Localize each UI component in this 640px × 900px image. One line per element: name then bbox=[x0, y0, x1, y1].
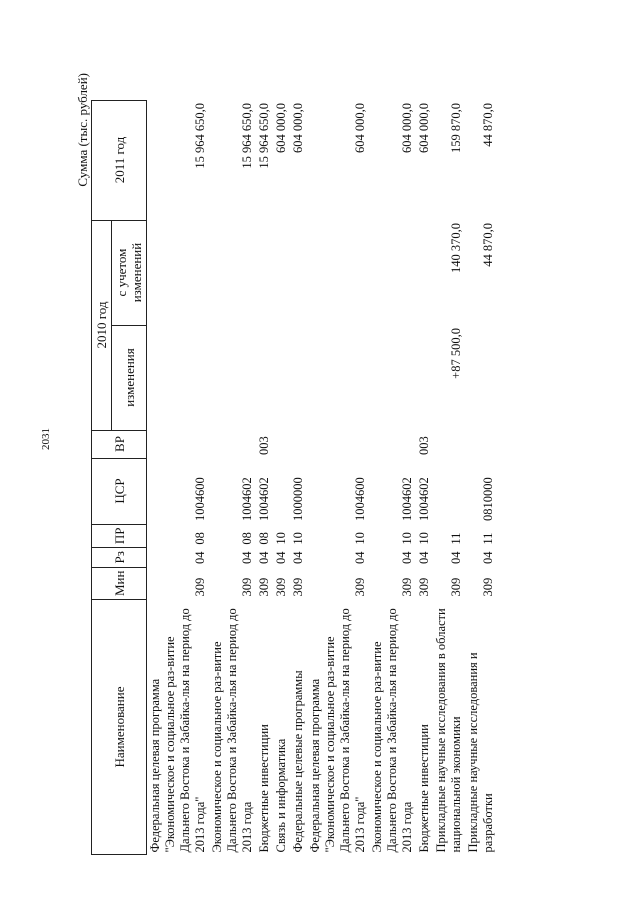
cell-with-changes: 44 870,0 bbox=[481, 223, 495, 267]
cell-with-changes bbox=[307, 220, 369, 325]
cell-name: Федеральная целевая программа "Экономическое и социальное раз-витие Дальнего Востока и Забайка-лья на период до 2013 года" bbox=[148, 608, 207, 853]
header-pr: ПР bbox=[92, 524, 147, 548]
cell-min: 309 bbox=[353, 577, 367, 597]
cell-csr: 1004602 bbox=[240, 477, 254, 522]
cell-y2011: 604 000,0 bbox=[353, 103, 367, 154]
cell-vr bbox=[273, 430, 290, 458]
cell-vr bbox=[465, 430, 497, 458]
cell-min: 309 bbox=[449, 577, 463, 597]
table-row bbox=[273, 100, 290, 854]
table-row bbox=[465, 100, 497, 854]
cell-pr: 10 bbox=[274, 532, 288, 545]
cell-csr: 1000000 bbox=[291, 477, 305, 522]
cell-pr: 08 bbox=[240, 532, 254, 545]
page-number: 2031 bbox=[40, 428, 52, 450]
cell-changes bbox=[307, 325, 369, 430]
cell-pr: 10 bbox=[291, 532, 305, 545]
cell-changes bbox=[290, 325, 307, 430]
cell-with-changes bbox=[290, 220, 307, 325]
cell-rz: 04 bbox=[274, 551, 288, 565]
cell-pr: 10 bbox=[417, 532, 431, 545]
cell-csr: 1004602 bbox=[417, 477, 431, 522]
cell-min: 309 bbox=[240, 577, 254, 597]
cell-changes: +87 500,0 bbox=[449, 328, 463, 379]
cell-name: Прикладные научные исследования в области национальной экономики bbox=[434, 608, 463, 853]
header-changes: изменения bbox=[112, 325, 147, 430]
cell-y2011: 15 964 650,0 bbox=[240, 103, 254, 169]
budget-table-area bbox=[75, 65, 565, 855]
budget-table bbox=[91, 100, 497, 855]
cell-csr bbox=[433, 458, 465, 524]
cell-y2011: 15 964 650,0 bbox=[193, 103, 207, 169]
cell-rz: 04 bbox=[353, 551, 367, 565]
header-year-2010: 2010 год bbox=[92, 220, 112, 430]
cell-with-changes bbox=[369, 220, 416, 325]
table-row bbox=[307, 100, 369, 854]
header-with-changes: с учетом изменений bbox=[112, 220, 147, 325]
cell-name: Федеральная целевая программа "Экономическое и социальное раз-витие Дальнего Востока и Забайка-лья на период до 2013 года" bbox=[308, 608, 367, 853]
cell-pr: 10 bbox=[353, 532, 367, 545]
cell-vr: 003 bbox=[417, 436, 431, 456]
cell-min: 309 bbox=[400, 577, 414, 597]
cell-y2011: 44 870,0 bbox=[481, 103, 495, 147]
cell-csr bbox=[273, 458, 290, 524]
cell-pr: 11 bbox=[449, 532, 463, 545]
cell-y2011: 604 000,0 bbox=[291, 103, 305, 154]
cell-with-changes bbox=[273, 220, 290, 325]
unit-label: Сумма (тыс. рублей) bbox=[75, 73, 90, 187]
cell-with-changes bbox=[209, 220, 256, 325]
cell-vr bbox=[290, 430, 307, 458]
table-row bbox=[433, 100, 465, 854]
cell-changes bbox=[416, 325, 433, 430]
cell-csr: 0810000 bbox=[481, 477, 495, 522]
cell-vr bbox=[307, 430, 369, 458]
cell-name: Экономическое и социальное раз-витие Дальнего Востока и Забайка-лья на период до 2013 года bbox=[370, 608, 414, 853]
cell-name: Бюджетные инвестиции bbox=[257, 724, 271, 853]
table-row bbox=[209, 100, 256, 854]
cell-rz: 04 bbox=[417, 551, 431, 565]
cell-rz: 04 bbox=[257, 551, 271, 565]
cell-pr: 08 bbox=[257, 532, 271, 545]
header-name: Наименование bbox=[92, 600, 147, 855]
cell-vr bbox=[209, 430, 256, 458]
cell-min: 309 bbox=[274, 577, 288, 597]
cell-changes bbox=[465, 325, 497, 430]
cell-changes bbox=[369, 325, 416, 430]
cell-rz: 04 bbox=[481, 551, 495, 565]
cell-csr: 1004600 bbox=[353, 477, 367, 522]
cell-csr: 1004600 bbox=[193, 477, 207, 522]
cell-changes bbox=[273, 325, 290, 430]
table-row bbox=[290, 100, 307, 854]
table-row bbox=[416, 100, 433, 854]
header-min: Мин bbox=[92, 567, 147, 599]
cell-y2011: 159 870,0 bbox=[449, 103, 463, 154]
cell-name: Прикладные научные исследования и разработки bbox=[466, 652, 495, 853]
cell-pr: 10 bbox=[400, 532, 414, 545]
cell-min: 309 bbox=[193, 577, 207, 597]
cell-name: Связь и информатика bbox=[274, 738, 288, 853]
cell-rz: 04 bbox=[240, 551, 254, 565]
cell-with-changes bbox=[416, 220, 433, 325]
header-csr: ЦСР bbox=[92, 458, 147, 524]
header-year-2011: 2011 год bbox=[92, 100, 147, 220]
cell-y2011: 604 000,0 bbox=[274, 103, 288, 154]
cell-changes bbox=[209, 325, 256, 430]
cell-with-changes bbox=[147, 220, 210, 325]
cell-with-changes: 140 370,0 bbox=[449, 223, 463, 274]
cell-csr: 1004602 bbox=[400, 477, 414, 522]
header-rz: Рз bbox=[92, 548, 147, 567]
cell-y2011: 15 964 650,0 bbox=[257, 103, 271, 169]
cell-min: 309 bbox=[417, 577, 431, 597]
cell-vr bbox=[369, 430, 416, 458]
cell-min: 309 bbox=[481, 577, 495, 597]
table-body bbox=[147, 100, 498, 854]
header-vr: ВР bbox=[92, 430, 147, 458]
cell-min: 309 bbox=[291, 577, 305, 597]
cell-pr: 08 bbox=[193, 532, 207, 545]
table-row bbox=[369, 100, 416, 854]
cell-rz: 04 bbox=[449, 551, 463, 565]
cell-vr: 003 bbox=[257, 436, 271, 456]
cell-csr: 1004602 bbox=[257, 477, 271, 522]
cell-rz: 04 bbox=[291, 551, 305, 565]
cell-with-changes bbox=[256, 220, 273, 325]
cell-name: Экономическое и социальное раз-витие Дальнего Востока и Забайка-лья на период до 2013 года bbox=[210, 608, 254, 853]
cell-changes bbox=[256, 325, 273, 430]
cell-changes bbox=[147, 325, 210, 430]
cell-min: 309 bbox=[257, 577, 271, 597]
cell-pr: 11 bbox=[481, 532, 495, 545]
cell-y2011: 604 000,0 bbox=[400, 103, 414, 154]
cell-vr bbox=[147, 430, 210, 458]
cell-y2011: 604 000,0 bbox=[417, 103, 431, 154]
cell-rz: 04 bbox=[193, 551, 207, 565]
cell-vr bbox=[433, 430, 465, 458]
table-row bbox=[147, 100, 210, 854]
cell-rz: 04 bbox=[400, 551, 414, 565]
table-row bbox=[256, 100, 273, 854]
cell-name: Бюджетные инвестиции bbox=[417, 724, 431, 853]
cell-name: Федеральные целевые программы bbox=[291, 670, 305, 853]
